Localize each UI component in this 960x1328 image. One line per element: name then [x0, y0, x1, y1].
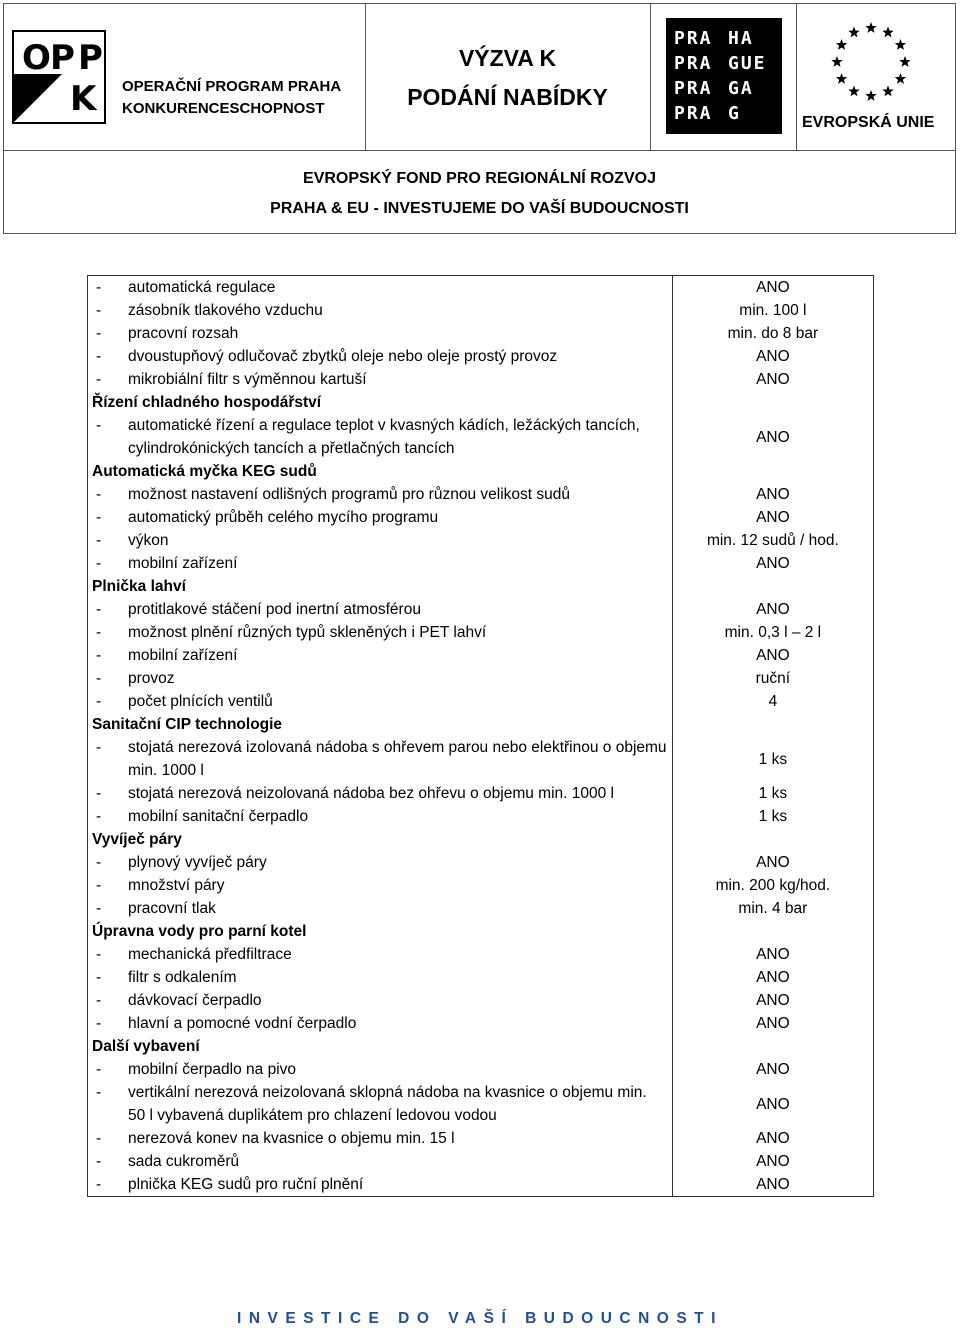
praha-logo-text-grid	[674, 26, 782, 126]
fund-name: EVROPSKÝ FOND PRO REGIONÁLNÍ ROZVOJ	[303, 170, 656, 187]
spec-item-line	[92, 299, 668, 322]
spec-item-line	[92, 897, 668, 920]
spec-value	[672, 460, 873, 483]
table-row	[88, 414, 874, 460]
eu-star-icon	[831, 56, 842, 67]
spec-item-line	[92, 667, 668, 690]
section-heading: Úpravna vody pro parní kotel	[88, 920, 673, 943]
bullet-dash: -	[96, 624, 102, 641]
table-row	[88, 322, 874, 345]
spec-item-text: dvoustupňový odlučovač zbytků oleje nebo oleje prostý provoz	[128, 348, 558, 365]
spec-value: ANO	[756, 647, 790, 664]
eu-star-icon	[836, 73, 847, 84]
spec-item-line	[92, 690, 668, 713]
spec-value: ANO	[756, 348, 790, 365]
table-row	[88, 598, 874, 621]
bullet-dash: -	[96, 785, 102, 802]
spec-item	[88, 966, 673, 989]
spec-item	[88, 1012, 673, 1035]
footer-slogan: INVESTICE DO VAŠÍ BUDOUCNOSTI	[237, 1310, 723, 1327]
praha-logo	[666, 18, 782, 134]
spec-item-line	[92, 1058, 668, 1081]
bullet-dash: -	[96, 992, 102, 1009]
bullet-dash: -	[96, 1061, 102, 1078]
table-row	[88, 1012, 874, 1035]
praha-logo-word: PRA	[674, 78, 713, 99]
spec-value	[672, 575, 873, 598]
table-row	[88, 506, 874, 529]
spec-value: ANO	[756, 1095, 790, 1113]
table-section-row	[88, 920, 874, 943]
praha-logo-row	[674, 51, 782, 76]
spec-item-line	[92, 506, 668, 529]
spec-item-line	[92, 345, 668, 368]
eu-star-icon	[895, 73, 906, 84]
section-heading: Automatická myčka KEG sudů	[88, 460, 673, 483]
document-title-line2: PODÁNÍ NABÍDKY	[407, 84, 608, 110]
bullet-dash: -	[96, 900, 102, 917]
eu-star-icon	[882, 85, 893, 96]
spec-item	[88, 1081, 673, 1127]
fund-slogan: PRAHA & EU - INVESTUJEME DO VAŠÍ BUDOUCNOSTI	[270, 200, 689, 217]
table-row	[88, 552, 874, 575]
table-row	[88, 1173, 874, 1197]
spec-item-text: pracovní rozsah	[128, 325, 239, 342]
praha-logo-row	[674, 76, 782, 101]
spec-item-line	[92, 276, 668, 299]
spec-value: ANO	[756, 371, 790, 388]
spec-item-text: možnost nastavení odlišných programů pro různou velikost sudů	[128, 486, 570, 503]
bullet-dash: -	[96, 1015, 102, 1032]
spec-item-line	[92, 368, 668, 391]
table-section-row	[88, 828, 874, 851]
praha-logo-word: PRA	[674, 53, 713, 74]
spec-value: ANO	[756, 1061, 790, 1078]
spec-item-line	[92, 874, 668, 897]
spec-value: min. 0,3 l – 2 l	[724, 624, 822, 641]
spec-value: ANO	[756, 509, 790, 526]
spec-value: min. 200 kg/hod.	[715, 877, 831, 894]
table-row	[88, 644, 874, 667]
table-row	[88, 345, 874, 368]
spec-item-line	[92, 552, 668, 575]
praha-logo-word: G	[728, 103, 741, 124]
table-row	[88, 483, 874, 506]
bullet-dash: -	[96, 509, 102, 526]
table-section-row	[88, 1035, 874, 1058]
spec-item-text: možnost plnění různých typů skleněných i PET lahví	[128, 624, 487, 641]
eu-star-icon	[865, 90, 876, 101]
spec-value: min. do 8 bar	[727, 325, 819, 342]
spec-item	[88, 690, 673, 713]
spec-value: 1 ks	[758, 785, 788, 802]
title-cell	[365, 4, 651, 150]
table-row	[88, 966, 874, 989]
spec-item-line	[92, 1173, 668, 1196]
eu-star-icon	[882, 27, 893, 38]
spec-item	[88, 1173, 673, 1197]
spec-item-line	[92, 782, 668, 805]
bullet-dash: -	[96, 348, 102, 365]
opp-letter-o: O	[22, 38, 51, 78]
spec-item-line	[92, 736, 668, 782]
bullet-dash: -	[96, 325, 102, 342]
spec-item	[88, 805, 673, 828]
header-top-row	[4, 4, 955, 151]
spec-item	[88, 322, 673, 345]
spec-item-text: plnička KEG sudů pro ruční plnění	[128, 1176, 364, 1193]
table-row	[88, 943, 874, 966]
spec-item-line	[92, 529, 668, 552]
table-row	[88, 1127, 874, 1150]
spec-item	[88, 782, 673, 805]
bullet-dash: -	[96, 279, 102, 296]
bullet-dash: -	[96, 808, 102, 825]
eu-star-icon	[895, 39, 906, 50]
spec-item	[88, 552, 673, 575]
spec-item	[88, 506, 673, 529]
opp-letter-k: K	[70, 79, 97, 119]
opp-triangle-shape	[14, 74, 62, 122]
spec-item	[88, 299, 673, 322]
spec-value: ANO	[756, 1015, 790, 1032]
spec-item-text: nerezová konev na kvasnice o objemu min. 15 l	[128, 1130, 455, 1147]
section-heading: Řízení chladného hospodářství	[88, 391, 673, 414]
spec-item-text: hlavní a pomocné vodní čerpadlo	[128, 1015, 357, 1032]
opp-logo	[12, 30, 106, 124]
section-heading: Vyvíječ páry	[88, 828, 673, 851]
spec-item-text: mikrobiální filtr s výměnnou kartuší	[128, 371, 367, 388]
table-section-row	[88, 460, 874, 483]
spec-item-text: pracovní tlak	[128, 900, 216, 917]
spec-item	[88, 368, 673, 391]
spec-item-text: dávkovací čerpadlo	[128, 992, 262, 1009]
spec-item	[88, 1127, 673, 1150]
opp-program-name-line2: KONKURENCESCHOPNOST	[122, 100, 325, 117]
spec-item-line	[92, 805, 668, 828]
spec-item	[88, 851, 673, 874]
eu-label: EVROPSKÁ UNIE	[802, 114, 935, 131]
section-heading: Další vybavení	[88, 1035, 673, 1058]
table-row	[88, 621, 874, 644]
bullet-dash: -	[96, 532, 102, 549]
bullet-dash: -	[96, 946, 102, 963]
table-row	[88, 276, 874, 300]
spec-value: ANO	[756, 992, 790, 1009]
spec-value: ANO	[756, 969, 790, 986]
praha-logo-word: PRA	[674, 103, 713, 124]
spec-value: ANO	[756, 1153, 790, 1170]
spec-item-text: sada cukroměrů	[128, 1153, 240, 1170]
spec-value: ruční	[755, 670, 791, 687]
opp-letter-p1: P	[50, 38, 75, 78]
spec-value: min. 4 bar	[738, 900, 808, 917]
bullet-dash: -	[96, 601, 102, 618]
spec-value	[672, 713, 873, 736]
spec-item-line	[92, 598, 668, 621]
bullet-dash: -	[96, 1084, 102, 1101]
spec-item-text: mobilní sanitační čerpadlo	[128, 808, 309, 825]
spec-item-line	[92, 414, 668, 460]
spec-item-line	[92, 851, 668, 874]
spec-value: 1 ks	[758, 750, 788, 768]
spec-item-text: automatická regulace	[128, 279, 276, 296]
spec-item-text: vertikální nerezová neizolovaná sklopná nádoba na kvasnice o objemu min. 50 l vybavená duplikátem pro chlazení ledovou vodou	[128, 1084, 647, 1124]
table-row	[88, 897, 874, 920]
document-header	[3, 3, 956, 234]
praha-logo-word: GA	[728, 78, 754, 99]
table-row	[88, 299, 874, 322]
table-section-row	[88, 575, 874, 598]
specification-table-body	[88, 276, 874, 1197]
spec-item	[88, 276, 673, 300]
table-row	[88, 529, 874, 552]
bullet-dash: -	[96, 693, 102, 710]
spec-item	[88, 345, 673, 368]
spec-item-text: automatické řízení a regulace teplot v kvasných kádích, ležáckých tancích, cylindrokónických tancích a přetlačných tancích	[128, 417, 640, 457]
spec-value	[672, 920, 873, 943]
spec-item-line	[92, 1127, 668, 1150]
spec-value: min. 12 sudů / hod.	[706, 532, 839, 549]
table-row	[88, 989, 874, 1012]
spec-item-line	[92, 483, 668, 506]
spec-item	[88, 943, 673, 966]
spec-item	[88, 621, 673, 644]
spec-value: ANO	[756, 428, 790, 446]
spec-item	[88, 897, 673, 920]
table-row	[88, 1058, 874, 1081]
spec-item-text: mobilní zařízení	[128, 647, 238, 664]
spec-item-line	[92, 1012, 668, 1035]
spec-item	[88, 1150, 673, 1173]
spec-item-text: stojatá nerezová neizolovaná nádoba bez ohřevu o objemu min. 1000 l	[128, 785, 614, 802]
spec-item	[88, 736, 673, 782]
eu-star-icon	[836, 39, 847, 50]
spec-value	[672, 391, 873, 414]
spec-value: ANO	[756, 1176, 790, 1193]
spec-item	[88, 874, 673, 897]
table-row	[88, 1150, 874, 1173]
section-heading: Sanitační CIP technologie	[88, 713, 673, 736]
spec-item-text: výkon	[128, 532, 169, 549]
praha-logo-cell	[650, 4, 797, 150]
spec-item-text: provoz	[128, 670, 175, 687]
table-row	[88, 667, 874, 690]
spec-value: 4	[768, 693, 778, 710]
table-row	[88, 736, 874, 782]
praha-logo-row	[674, 101, 782, 126]
table-row	[88, 805, 874, 828]
spec-item	[88, 529, 673, 552]
bullet-dash: -	[96, 1176, 102, 1193]
spec-item-line	[92, 621, 668, 644]
spec-item-text: mobilní zařízení	[128, 555, 238, 572]
spec-item-text: zásobník tlakového vzduchu	[128, 302, 323, 319]
praha-logo-word: PRA	[674, 28, 713, 49]
bullet-dash: -	[96, 302, 102, 319]
eu-star-icon	[899, 56, 910, 67]
spec-value: ANO	[756, 601, 790, 618]
spec-value: ANO	[756, 1130, 790, 1147]
table-row	[88, 368, 874, 391]
spec-item-line	[92, 966, 668, 989]
specification-table	[87, 275, 874, 1197]
spec-item-text: plynový vyvíječ páry	[128, 854, 267, 871]
spec-item	[88, 414, 673, 460]
bullet-dash: -	[96, 647, 102, 664]
spec-value	[672, 1035, 873, 1058]
opp-letter-p2: P	[78, 38, 103, 78]
bullet-dash: -	[96, 969, 102, 986]
table-row	[88, 874, 874, 897]
spec-item-line	[92, 989, 668, 1012]
eu-logo-cell	[796, 4, 955, 150]
table-row	[88, 782, 874, 805]
spec-item-line	[92, 322, 668, 345]
table-row	[88, 690, 874, 713]
spec-item	[88, 598, 673, 621]
table-section-row	[88, 391, 874, 414]
eu-stars-icon	[818, 18, 924, 106]
spec-item-text: automatický průběh celého mycího programu	[128, 509, 439, 526]
spec-item	[88, 644, 673, 667]
spec-item-text: mechanická předfiltrace	[128, 946, 292, 963]
section-heading: Plnička lahví	[88, 575, 673, 598]
spec-item	[88, 1058, 673, 1081]
bullet-dash: -	[96, 417, 102, 434]
spec-value: ANO	[756, 854, 790, 871]
document-title-line1: VÝZVA K	[458, 45, 557, 71]
table-row	[88, 1081, 874, 1127]
spec-item-line	[92, 1150, 668, 1173]
spec-item	[88, 667, 673, 690]
spec-item-text: filtr s odkalením	[128, 969, 237, 986]
spec-item-text: protitlakové stáčení pod inertní atmosférou	[128, 601, 421, 618]
spec-value: ANO	[756, 486, 790, 503]
eu-star-icon	[848, 85, 859, 96]
bullet-dash: -	[96, 1153, 102, 1170]
spec-value: ANO	[756, 946, 790, 963]
spec-value: min. 100 l	[739, 302, 807, 319]
bullet-dash: -	[96, 486, 102, 503]
eu-star-icon	[848, 27, 859, 38]
spec-item-text: mobilní čerpadlo na pivo	[128, 1061, 297, 1078]
spec-value	[672, 828, 873, 851]
bullet-dash: -	[96, 739, 102, 756]
spec-item-text: počet plnících ventilů	[128, 693, 273, 710]
praha-logo-row	[674, 26, 782, 51]
opp-program-name-line1: OPERAČNÍ PROGRAM PRAHA	[122, 78, 342, 95]
bullet-dash: -	[96, 877, 102, 894]
opp-logo-cell	[4, 4, 366, 150]
eu-star-icon	[865, 22, 876, 33]
table-row	[88, 851, 874, 874]
spec-value: ANO	[756, 279, 790, 296]
spec-item-line	[92, 644, 668, 667]
spec-item	[88, 483, 673, 506]
spec-item	[88, 989, 673, 1012]
praha-logo-word: HA	[728, 28, 754, 49]
spec-value: ANO	[756, 555, 790, 572]
spec-value: 1 ks	[758, 808, 788, 825]
spec-item-line	[92, 943, 668, 966]
spec-item-text: množství páry	[128, 877, 225, 894]
table-section-row	[88, 713, 874, 736]
bullet-dash: -	[96, 1130, 102, 1147]
spec-item-line	[92, 1081, 668, 1127]
bullet-dash: -	[96, 371, 102, 388]
bullet-dash: -	[96, 670, 102, 687]
bullet-dash: -	[96, 854, 102, 871]
praha-logo-word: GUE	[728, 53, 767, 74]
bullet-dash: -	[96, 555, 102, 572]
spec-item-text: stojatá nerezová izolovaná nádoba s ohřevem parou nebo elektřinou o objemu min. 1000 l	[128, 739, 667, 779]
